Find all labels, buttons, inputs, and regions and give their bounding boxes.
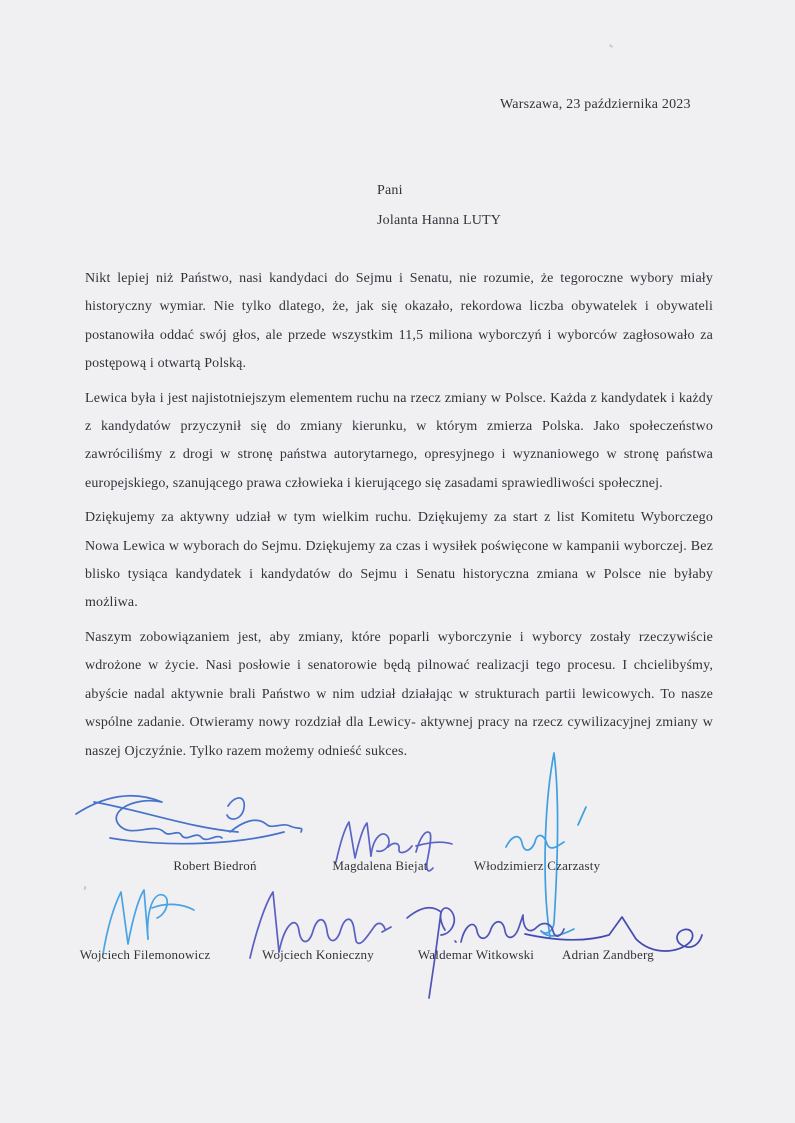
signatory-name-wojciech-konieczny: Wojciech Konieczny <box>262 947 374 962</box>
paragraph-3: Dziękujemy za aktywny udział w tym wielkim ruchu. Dziękujemy za start z list Komitetu Wyborczego Nowa Lewica w wyborach do Sejmu. Dziękujemy za czas i wysiłek poświęcone w kampanii wyborczej. Bez blisko tysiąca kandydatek i kandydatów do Sejmu i Senatu historyczna zmiana w Polsce nie byłaby możliwa. <box>85 510 713 611</box>
scan-speck <box>84 886 87 890</box>
signatory-name-waldemar-witkowski: Waldemar Witkowski <box>417 947 535 962</box>
paragraph-4: Naszym zobowiązaniem jest, aby zmiany, które poparli wyborczynie i wyborcy zostały rzeczywiście wdrożone w życie. Nasi posłowie i senatorowie będą pilnować realizacji tego procesu. I chcielibyśmy, abyście nadal aktywnie brali Państwo w nim udział działając w strukturach partii lewicowych. To nasze wspólne zadanie. Otwieramy nowy rozdział dla Lewicy- aktywnej pracy na rzecz cywilizacyjnej zmiany w naszej Ojczyźnie. Tylko razem możemy odnieść sukces. <box>85 629 713 759</box>
date-line: Warszawa, 23 października 2023 <box>500 97 691 112</box>
paragraph-1: Nikt lepiej niż Państwo, nasi kandydaci do Sejmu i Senatu, nie rozumie, że tegoroczne wybory miały historyczny wymiar. Nie tylko dlatego, że, jak się okazało, rekordowa liczba obywatelek i obywateli postanowiła oddać swój głos, ale przede wszystkim 11,5 miliona wyborczyń i wyborców zagłosowało za postępową i otwartą Polską. <box>85 271 713 372</box>
addressee-block <box>377 176 501 236</box>
signature-wlodzimierz-czarzasty <box>500 745 600 945</box>
letter-body <box>85 265 713 772</box>
signatory-name-robert-biedron: Robert Biedroń <box>173 858 257 873</box>
signatory-name-wojciech-filemonowicz: Wojciech Filemonowicz <box>79 947 211 962</box>
signatory-name-magdalena-biejat: Magdalena Biejat <box>332 858 428 873</box>
signatory-name-wlodzimierz-czarzasty: Włodzimierz Czarzasty <box>473 858 601 873</box>
addressee-name: Jolanta Hanna LUTY <box>377 213 502 228</box>
paragraph-2: Lewica była i jest najistotniejszym elementem ruchu na rzecz zmiany w Polsce. Każda z kandydatek i każdy z kandydatów przyczynił się do zmiany kierunku, w którym zmierza Polska. Jako społeczeństwo zawróciliśmy z drogi w stronę państwa autorytarnego, opresyjnego i wyznaniowego w stronę państwa europejskiego, szanującego prawa człowieka i kierującego się zasadami sprawiedliwości społecznej. <box>85 390 713 491</box>
signature-robert-biedron <box>70 788 310 863</box>
scan-speck <box>609 44 613 48</box>
addressee-salutation: Pani <box>377 183 403 198</box>
signatory-name-adrian-zandberg: Adrian Zandberg <box>562 947 654 962</box>
